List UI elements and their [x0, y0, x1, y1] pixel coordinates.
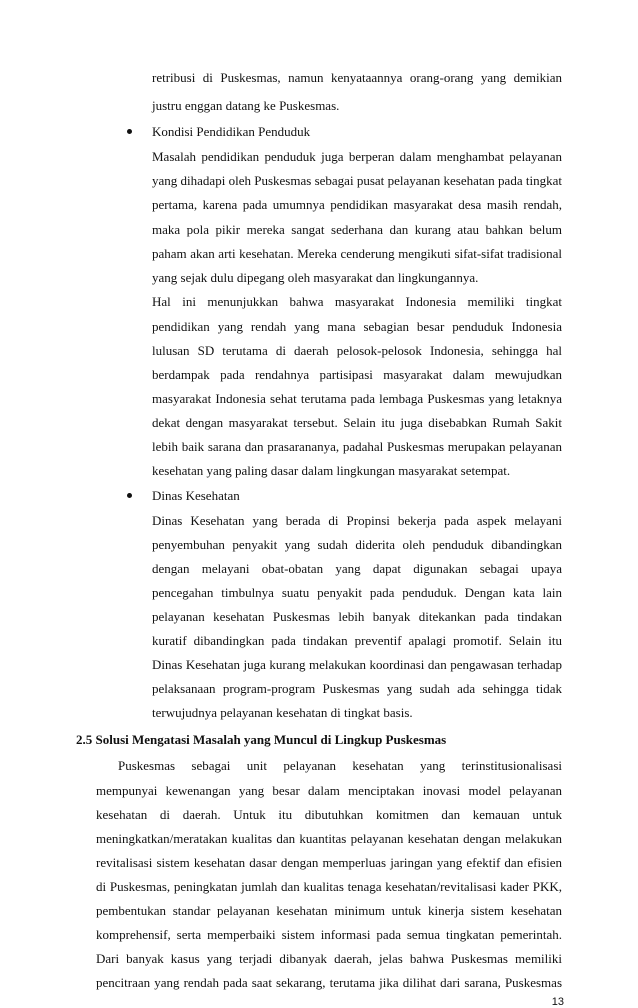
- paragraph-line: Puskesmas sebagai unit pelayanan kesehatan yang terinstitusionalisasi: [118, 758, 562, 773]
- text-line: yang sejak dulu dipegang oleh masyarakat dan lingkungannya.: [152, 270, 479, 285]
- text-line: dengan melayani obat-obatan yang dapat digunakan sebagai upaya: [152, 561, 562, 576]
- text-line: pertama, karena pada umumnya pendidikan masyarakat desa masih rendah,: [152, 197, 562, 212]
- paragraph-line: kesehatan di daerah. Untuk itu dibutuhkan komitmen dan kemauan untuk: [96, 807, 562, 822]
- bullet-label: Dinas Kesehatan: [152, 488, 240, 503]
- text-line: kesehatan yang paling dasar dalam lingkungan masyarakat setempat.: [152, 463, 511, 478]
- text-line: lebih baik sarana dan prasarananya, padahal Puskesmas merupakan pelayanan: [152, 439, 562, 454]
- page-number: 13: [551, 996, 564, 1008]
- text-line: justru enggan datang ke Puskesmas.: [152, 98, 340, 113]
- text-line: Dinas Kesehatan juga kurang melakukan koordinasi dan pengawasan terhadap: [152, 657, 562, 672]
- paragraph-line: di Puskesmas, peningkatan jumlah dan kualitas tenaga kesehatan/revitalisasi kader PKK,: [96, 879, 562, 894]
- text-line: kuratif dibandingkan pada tindakan preventif apalagi promotif. Selain itu: [152, 633, 562, 648]
- text-line: dekat dengan masyarakat tersebut. Selain itu juga disebabkan Rumah Sakit: [152, 415, 562, 430]
- bullet-label: Kondisi Pendidikan Penduduk: [152, 124, 311, 139]
- text-line: pelaksanaan program-program Puskesmas yang sudah ada sehingga tidak: [152, 681, 562, 696]
- text-line: maka pola pikir mereka sangat sederhana dan kurang atau bahkan belum: [152, 222, 562, 237]
- paragraph-line: pencitraan yang rendah pada saat sekarang, terutama jika dilihat dari sarana, Puskesmas: [96, 975, 562, 990]
- bullet-icon: [127, 129, 132, 134]
- paragraph-line: pembentukan standar pelayanan kesehatan minimum untuk kinerja sistem kesehatan: [96, 903, 562, 918]
- text-line: yang dihadapi oleh Puskesmas sebagai pusat pelayanan kesehatan pada tingkat: [152, 173, 562, 188]
- text-line: retribusi di Puskesmas, namun kenyataannya orang-orang yang demikian: [152, 70, 562, 85]
- text-line: Dinas Kesehatan yang berada di Propinsi bekerja pada aspek melayani: [152, 513, 562, 528]
- paragraph-line: meningkatkan/meratakan kualitas dan kuantitas pelayanan kesehatan dengan melakukan: [96, 831, 562, 846]
- text-line: pencegahan timbulnya suatu penyakit pada penduduk. Dengan kata lain: [152, 585, 562, 600]
- text-line: pendidikan yang rendah yang mana sebagian besar penduduk Indonesia: [152, 319, 562, 334]
- text-line: masyarakat Indonesia sehat terutama pada lembaga Puskesmas yang letaknya: [152, 391, 562, 406]
- bullet-icon: [127, 493, 132, 498]
- paragraph-line: revitalisasi sistem kesehatan dasar dengan memperluas jaringan yang efektif dan efisien: [96, 855, 562, 870]
- text-line: berdampak pada rendahnya partisipasi masyarakat dalam mewujudkan: [152, 367, 562, 382]
- paragraph-line: Dari banyak kasus yang terjadi dibanyak daerah, jelas bahwa Puskesmas memiliki: [96, 951, 562, 966]
- paragraph-line: komprehensif, serta memperbaiki sistem informasi pada semua tingkatan pemerintah.: [96, 927, 562, 942]
- text-line: lulusan SD terutama di daerah pelosok-pelosok Indonesia, sehingga hal: [152, 343, 562, 358]
- text-line: terwujudnya pelayanan kesehatan di tingkat basis.: [152, 705, 413, 720]
- text-line: Hal ini menunjukkan bahwa masyarakat Indonesia memiliki tingkat: [152, 294, 562, 309]
- text-line: Masalah pendidikan penduduk juga berperan dalam menghambat pelayanan: [152, 149, 562, 164]
- paragraph-line: mempunyai kewenangan yang besar dalam menciptakan inovasi model pelayanan: [96, 783, 562, 798]
- text-line: paham akan arti kesehatan. Mereka cenderung mengikuti sifat-sifat tradisional: [152, 246, 562, 261]
- text-line: penyembuhan penyakit yang sudah diderita oleh penduduk dibandingkan: [152, 537, 562, 552]
- text-line: pelayanan kesehatan Puskesmas lebih banyak ditekankan pada tindakan: [152, 609, 562, 624]
- section-heading: 2.5 Solusi Mengatasi Masalah yang Muncul di Lingkup Puskesmas: [76, 732, 447, 747]
